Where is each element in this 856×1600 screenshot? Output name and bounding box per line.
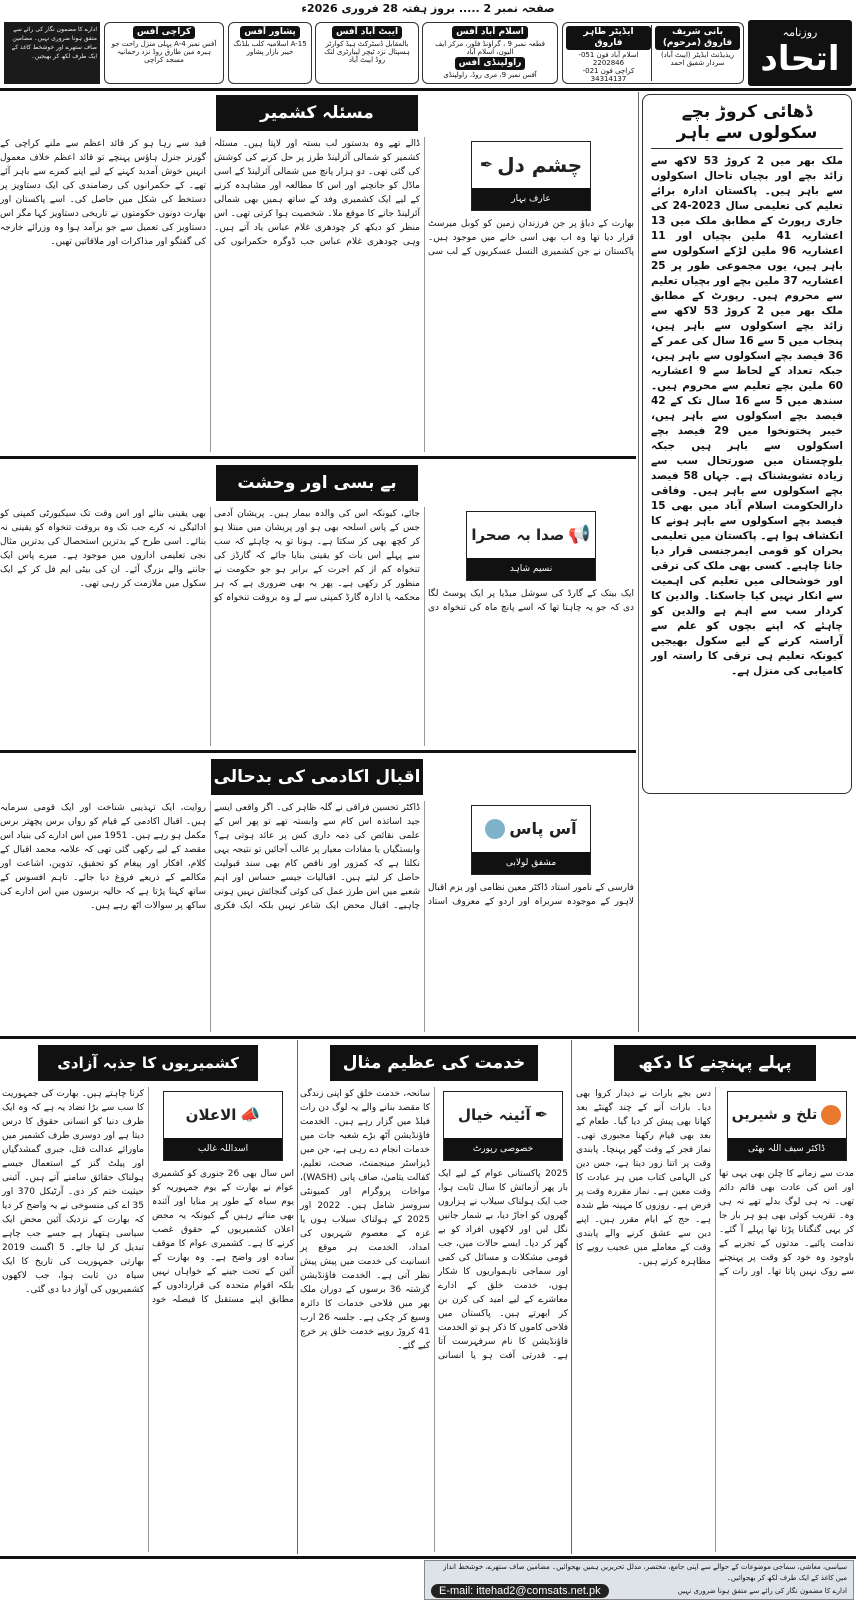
office-islamabad-rawalpindi [422,22,558,84]
article-body: بھارت کے دباؤ پر جن فرزندان زمین کو کوبل میرسٹ قرار دیا تھا وہ اب بھی اسی خانے میں موجود ہیں۔ پاکستان نے جن کشمیری النسل عسکریوں کے لب سی ڈالے تھے وہ بدستور لب بستہ اور لاپتا ہیں۔ مسئلہ کشمیر کو شمالی آئرلینڈ طرز پر حل کرنے کی کوشش کی گئی تھی۔ دو ہزار پانچ میں شمالی آئرلینڈ کے اسی ماڈل کو جانچنے اور اس کا مطالعہ اور مشاہدہ کرنے کے لیے ایک کشمیری وفد کے ساتھ ہمیں بھی شمالی آئرلینڈ جانے کا موقع ملا۔ شخصیت ہوا کرتی تھی۔ اس منظر کو دیکھ کر چودھری غلام عباس یاد آتے ہیں۔ وہی چودھری غلام عباس جب ڈوگرہ حکمرانوں کی قید سے رہا ہو کر قائد اعظم سے ملنے کراچی کے گورنر جنرل ہاؤس پہنچے تو قائد اعظم خلاف معمول انہیں خوش آمدید کہنے کے لیے اپنے کمرے سے باہر آئے تھے۔ کے حکمرانوں کی رضامندی کی ایک دستاویز پر دستخط کی شکل میں حاصل کی۔ اسے پاکستان اور بھارت دونوں حکومتوں نے تاریخی دستاویز کہا مگر اس دستاویز کی تعمیل سے جو برآمد ہوا وہ وزرائے خارجہ کی گفتگو اور مذاکرات اور ملاقاتیں تھیں۔ [0,139,634,257]
column-logo [163,1091,283,1161]
article-title: مسئلہ کشمیر [216,95,418,131]
office-karachi [104,22,224,84]
author-name: اسداللہ غالب [164,1138,282,1160]
editorial-text: ملک بھر میں 2 کروڑ 53 لاکھ سے زائد بچے اور بچیاں تاحال اسکولوں سے باہر ہیں۔ پاکستان ادارہ برائے تعلیم کی تعلیمی سال 2023-24 کی جاری رپورٹ کے مطابق ملک میں 13 اعشاریہ 41 ملین بچیاں اور 11 اعشاریہ 96 ملین لڑکے اسکولوں سے باہر ہیں، یوں مجموعی طور پر 25 اعشاریہ 37 ملین بچے اور بچیاں تعلیم سے محروم ہیں۔ رپورٹ کے مطابق ملک بھر میں 2 کروڑ 53 لاکھ سے زائد بچے اسکولوں سے باہر ہیں، پنجاب میں 5 سے 16 سال کی عمر کے 36 فیصد بچے اسکولوں سے باہر ہیں، جبکہ تعداد کے لحاظ سے 9 اعشاریہ 60 ملین بچے تعلیم سے محروم ہیں۔ سندھ میں 5 سے 16 سال تک کے 42 فیصد بچے اسکولوں سے باہر ہیں، خیبر پختونخوا میں 29 فیصد بچے اسکولوں سے باہر ہیں جبکہ بلوچستان میں صورتحال سب سے زیادہ تشویشناک ہے۔ جہاں 58 فیصد بچے اسکولوں سے باہر ہیں۔ وفاقی دارالحکومت اسلام آباد میں بھی 15 فیصد بچے اسکولوں سے باہر ہونے کا انکشاف ہوا ہے۔ پاکستان میں تعلیمی بحران کو قومی ایمرجنسی قرار دیا جانا چاہیے۔ کسی بھی ملک کی ترقی اور خوشحالی میں تعلیم کی اہمیت سے انکار نہیں کیا جاسکتا۔ والدین کا کردار سب سے اہم ہے والدین کو چاہئے کہ اپنے بچوں کو علم سے آراستہ کرنے کے لیے سکول بھیجیں کیونکہ تعلیم ہی ترقی کا راستہ اور کامیابی کی منزل ہے۔ [651,155,843,677]
column-logo [443,1091,563,1161]
office-address: A-15 اسلامیہ کلب بلڈنگ خیبر بازار پشاور [233,40,307,56]
pen-icon: ✒ [534,1105,549,1124]
office-abbottabad [315,22,419,84]
article-title: پہلے پہنچنے کا دکھ [614,1045,816,1081]
article-title: خدمت کی عظیم مثال [330,1045,538,1081]
office-peshawar [228,22,312,84]
megaphone-icon: 📢 [568,524,591,545]
article-title: اقبال اکادمی کی بدحالی [211,759,423,795]
office-name: پشاور آفس [240,26,300,39]
author-name: عارف بہار [472,188,590,210]
editorial-board [562,22,744,84]
submission-note: سیاسی، معاشی، سماجی موضوعات کے حوالے سے اپنی جامع، مختصر، مدلل تحریریں ہمیں بھجوائیں۔ مضامین صاف ستھرے، خوشخط انداز میں کاغذ کے ایک طرف لکھ کر بھجوائیں۔ [443,1563,847,1582]
article-kashmir-issue [0,92,634,452]
column-logo [471,805,591,875]
footer [0,1556,856,1600]
phone-label: اسلام آباد فون [596,51,639,59]
author-name: ڈاکٹر سیف اللہ بھٹی [728,1138,846,1160]
author-name: خصوصی رپورٹ [444,1138,562,1160]
masthead-divider [0,88,856,91]
disclaimer: ادارے کا مضمون نگار کی رائے سے متفق ہونا ضروری نہیں [677,1586,847,1595]
mask-icon [821,1105,841,1125]
resident-editor-name: سردار شفیق احمد [670,59,725,67]
column-name: چشم دل [497,153,583,177]
logo-big: اتحاد [760,39,840,79]
author-name: مشفق لولابی [472,852,590,874]
column-divider [571,1040,572,1554]
phone-karachi: 021-34314137 [582,67,627,83]
column-divider [297,1040,298,1554]
article-title: بے بسی اور وحشت [216,465,418,501]
office-address: بالمقابل ڈسٹرکٹ ہیڈ کوارٹر ہسپتال نزد ٹیچر لیبارٹری لنک روڈ ایبٹ آباد [324,40,410,64]
article-body: 2025 پاکستانی عوام کے لیے ایک بار پھر آزمائش کا سال ثابت ہوا، جب ایک ہولناک سیلاب نے ہزاروں گھروں کو اجاڑ دیا، بے شمار جانیں نگل لیں اور لاکھوں افراد کو بے گھر کر دیا۔ ایسے حالات میں، جب قومی مشکلات و مسائل کی کمی اور سماجی ناہمواریوں کا شکار ہوں، خدمت خلق کے ادارے معاشرے کے لیے امید کی کرن بن کر ابھرتے ہیں۔ پاکستان میں فلاحی کاموں کا ذکر ہو تو الخدمت فاؤنڈیشن کا نام سرفہرست آتا ہے۔ قدرتی آفت ہو یا انسانی سانحہ، خدمت خلق کو اپنی زندگی کا مقصد بنانے والے یہ لوگ دن رات فیلڈ میں گزار رہے ہیں۔ الخدمت فاؤنڈیشن آٹھ بڑے شعبہ جات میں خدمات انجام دے رہی ہے، جن میں ڈیزاسٹر مینجمنٹ، صحت، تعلیم، کفالت یتامیٰ، صاف پانی (WASH)، مواخات پروگرام اور کمیونٹی سروسز شامل ہیں۔ 2022 اور 2025 کے ہولناک سیلاب ہوں یا غزہ کے معصوم شہریوں کی امداد، الخدمت ہر موقع پر انسانیت کی خدمت میں پیش پیش نظر آتی ہے۔ الخدمت فاؤنڈیشن گزشتہ 36 برسوں کے دوران ملک بھر میں فلاحی خدمات کا دائرہ وسیع کر چکی ہے۔ جلسہ 26 ارب 41 کروڑ روپے خدمت خلق پر خرچ کیے گئے۔ [300,1089,568,1361]
office-address: آفس نمبر 9، مری روڈ، راولپنڈی [443,71,537,79]
author-name: نسیم شاہد [467,558,595,580]
column-name: آس پاس [509,819,577,838]
resident-editor-title: ریذیڈنٹ ایڈیٹر (ایبٹ آباد) [660,51,735,59]
column-name: صدا بہ صحرا [471,526,565,544]
section-divider [0,1036,856,1039]
editor: ایڈیٹر طاہر فاروق [566,26,651,50]
office-address: قطعہ نمبر 9 ، گراؤنڈ فلور، مرکز ایف الیون، اسلام آباد [435,40,545,56]
article-service-example [300,1042,568,1552]
column-logo [471,141,591,211]
megaphone-icon: 📣 [240,1105,261,1124]
founder: بانی شریف فاروق (مرحوم) [655,26,740,50]
phone-label: کراچی فون [600,67,635,75]
article-body: اس سال بھی 26 جنوری کو کشمیری عوام نے بھارت کے یوم جمہوریہ کو یوم سیاہ کے طور پر منایا اور آئندہ بھی مناتے رہیں گے کیونکہ یہ محض اعلان کشمیریوں کے حقوق غصب کرنے کا ہے۔ کشمیری عوام کا موقف سادہ اور واضح ہے۔ وہ بھارت کے آئین کے تحت جینے کے خواہاں نہیں بلکہ اقوام متحدہ کی قراردادوں کے مطابق اپنے مستقبل کا فیصلہ خود کرنا چاہتے ہیں۔ بھارت کی جمہوریت کا سب سے بڑا تضاد یہ ہے کہ وہ ایک طرف دنیا کو انسانی حقوق کا درس دیتا ہے اور دوسری طرف کشمیر میں ماورائے عدالت قتل، جبری گمشدگیاں اور پیلٹ گنز کے استعمال جیسے ہولناک حقائق سامنے آتے ہیں۔ آئینی حیثیت ختم کر دی۔ آرٹیکل 370 اور 35 اے کی منسوخی نے یہ واضح کر دیا کہ بھارت کے نزدیک آئین محض ایک سیاسی ہتھیار ہے جسے جب چاہے تبدیل کر لیا جائے۔ 5 اگست 2019 بھارتی جمہوریت کی تاریخ کا ایک سیاہ دن ثابت ہوا، جب لاکھوں کشمیریوں کی آواز دبا دی گئی۔ [2,1089,294,1305]
editorial-title: ڈھائی کروڑ بچے سکولوں سے باہر [651,101,843,149]
column-divider [638,92,639,1032]
email-address[interactable]: E-mail: ittehad2@comsats.net.pk [431,1584,609,1598]
article-body: مدت سے زمانے کا چلن بھی یہی تھا اور اس کی عادت بھی قائم دائم تھی۔ نہ ہی لوگ بدلے تھے نہ ہی وہ۔ تقریب کوئی بھی ہو ہر بار جا کر یہی گنگنانا پڑتا تھا پہلے آ گئے۔ ندامت پائیے۔ مدتوں کے تجربے کے باوجود وہ خود کو وقت پر پہنچنے سے روک نہیں پاتا تھا۔ اور رات کے دس بجے بارات نے دیدار کروا بھی دیا۔ بارات آنے کے چند گھنٹے بعد کھانا بھی پیش کر دیا گیا۔ طعام کے بعد بھی قیام رکھنا مجبوری تھی۔ نماز فجر کے وقت گھر پہنچا۔ پابندی وقت پر اتنا زور دیتا ہے، جس دین کی الہامی کتاب میں ہر عبادت کا وقت معین ہے۔ نماز مقررہ وقت پر فرض ہے۔ روزوں کا مہینہ طے شدہ ہے۔ حج کے ایام مقرر ہیں۔ اپنے دین سے عشق کرنے والے پابندی وقت کے معاملے میں عجیب رویے کا مظاہرہ کرتے ہیں۔ [576,1089,854,1277]
logo-small: روزنامہ [782,26,818,39]
section-divider [0,456,636,459]
column-name: تلخ و شیریں [731,1107,818,1123]
article-title: کشمیریوں کا جذبہ آزادی [38,1045,258,1081]
pen-nib-icon [485,819,505,839]
office-name: راولپنڈی آفس [455,57,526,70]
office-address: آفس نمبر A-4 پہلی منزل راحت جو ہیرہ مین طارق روڈ نزد رحمانیہ مسجد کراچی [111,40,217,64]
article-arriving-early [576,1042,854,1552]
section-divider [0,750,636,753]
column-logo [727,1091,847,1161]
office-name: اسلام آباد آفس [452,26,528,39]
article-iqbal-academy [0,756,634,1032]
column-logo [466,511,596,581]
notice-box: ادارے کا مضمون نگار کی رائے سے متفق ہونا ضروری نہیں۔ مضامین صاف ستھرے اور خوشخط کاغذ کے ایک طرف لکھ کر بھیجیں۔ [4,22,100,84]
editorial [642,94,852,794]
office-name: ایبٹ آباد آفس [332,26,402,39]
dateline: صفحہ نمبر 2 ..... بروز ہفتہ 28 فروری 2026ء [301,2,555,15]
pen-icon: ✒ [479,155,494,174]
phone-islamabad: 051-2202846 [578,51,625,67]
article-body: ایک بینک کے گارڈ کی سوشل میڈیا پر ایک پوسٹ لگا دی کہ جو یہ چاہتا تھا کہ اسے پانچ ماہ کی تنخواہ دی جائے، کیونکہ اس کی والدہ بیمار ہیں۔ پریشان آدمی جس کے پاس اسلحہ بھی ہو اور پریشان میں مبتلا ہو کر کچھ بھی کر سکتا ہے۔ ہونا تو یہ چاہئے کہ سب سے پہلے اس بات کو یقینی بنایا جائے کہ گارڈز کی تنخواہ کم از کم اجرت کے برابر ہو جو حکومت نے منظور کر رکھی ہے۔ پھر یہ بھی ضروری ہے کہ ہر محکمہ یا ادارہ گارڈ کمپنی سے لے وہ بروقت تنخواہ کو بھی یقینی بنائے اور اس وقت تک سیکیورٹی کمپنی کو ادائیگی نہ کرے جب تک وہ بروقت تنخواہ کو یقینی نہ بنائے۔ اسی طرح کے بدترین استحصال کی بدترین مثال نجی تعلیمی اداروں میں موجود ہے۔ میرے پاس ایک جاننے والے بزرگ آئے۔ ان کی بیٹی ایم فل کر کے ایک سکول میں ملازمت کر رہی تھی۔ [0,509,634,613]
office-name: کراچی آفس [133,26,195,39]
article-kashmiri-freedom [2,1042,294,1552]
column-name: الاعلان [185,1106,237,1124]
newspaper-logo [748,20,852,86]
article-helplessness [0,462,634,746]
article-body: فارسی کے نامور استاد ڈاکٹر معین نظامی اور بزم اقبال لاہور کے موجودہ سربراہ اور اردو کے معروف استاد ڈاکٹر تحسین فراقی نے گلہ ظاہر کی۔ اگر واقعی ایسے جید اساتذہ اس کام سے وابستہ تھے تو پھر اس کے علمی نقائص کی ذمہ داری کس پر عائد ہوتی ہے؟ وابستگیاں یا مفادات معیار پر غالب آجائیں تو نتیجہ یہی نکلتا ہے کہ کمزور اور ناقص کام بھی سند قبولیت حاصل کر لیتے ہیں۔ اقبالیات جیسے حساس اور اہم شعبے میں اس طرز عمل کی کوئی گنجائش نہیں ہونی چاہیے۔ اقبال محض ایک شاعر نہیں بلکہ ایک فکری روایت، ایک تہذیبی شناخت اور ایک قومی سرمایہ ہیں۔ اقبال اکادمی کے قیام کو رواں برس پچھتر برس مکمل ہو رہے ہیں۔ 1951 میں اس ادارے کی بنیاد اس مقصد کے لیے رکھی گئی تھی کہ علامہ محمد اقبال کے کلام، افکار اور پیغام کو تحقیق، تدوین، اشاعت اور مکالمے کے ذریعے فروغ دیا جائے۔ تاہم افسوس کے ساتھ کہنا پڑتا ہے کہ حالیہ برسوں میں اس ادارے کی ساکھ پر سوالات اٹھ رہے ہیں۔ [0,803,634,911]
submission-box [424,1560,854,1600]
column-name: آئینہ خیال [457,1106,531,1124]
